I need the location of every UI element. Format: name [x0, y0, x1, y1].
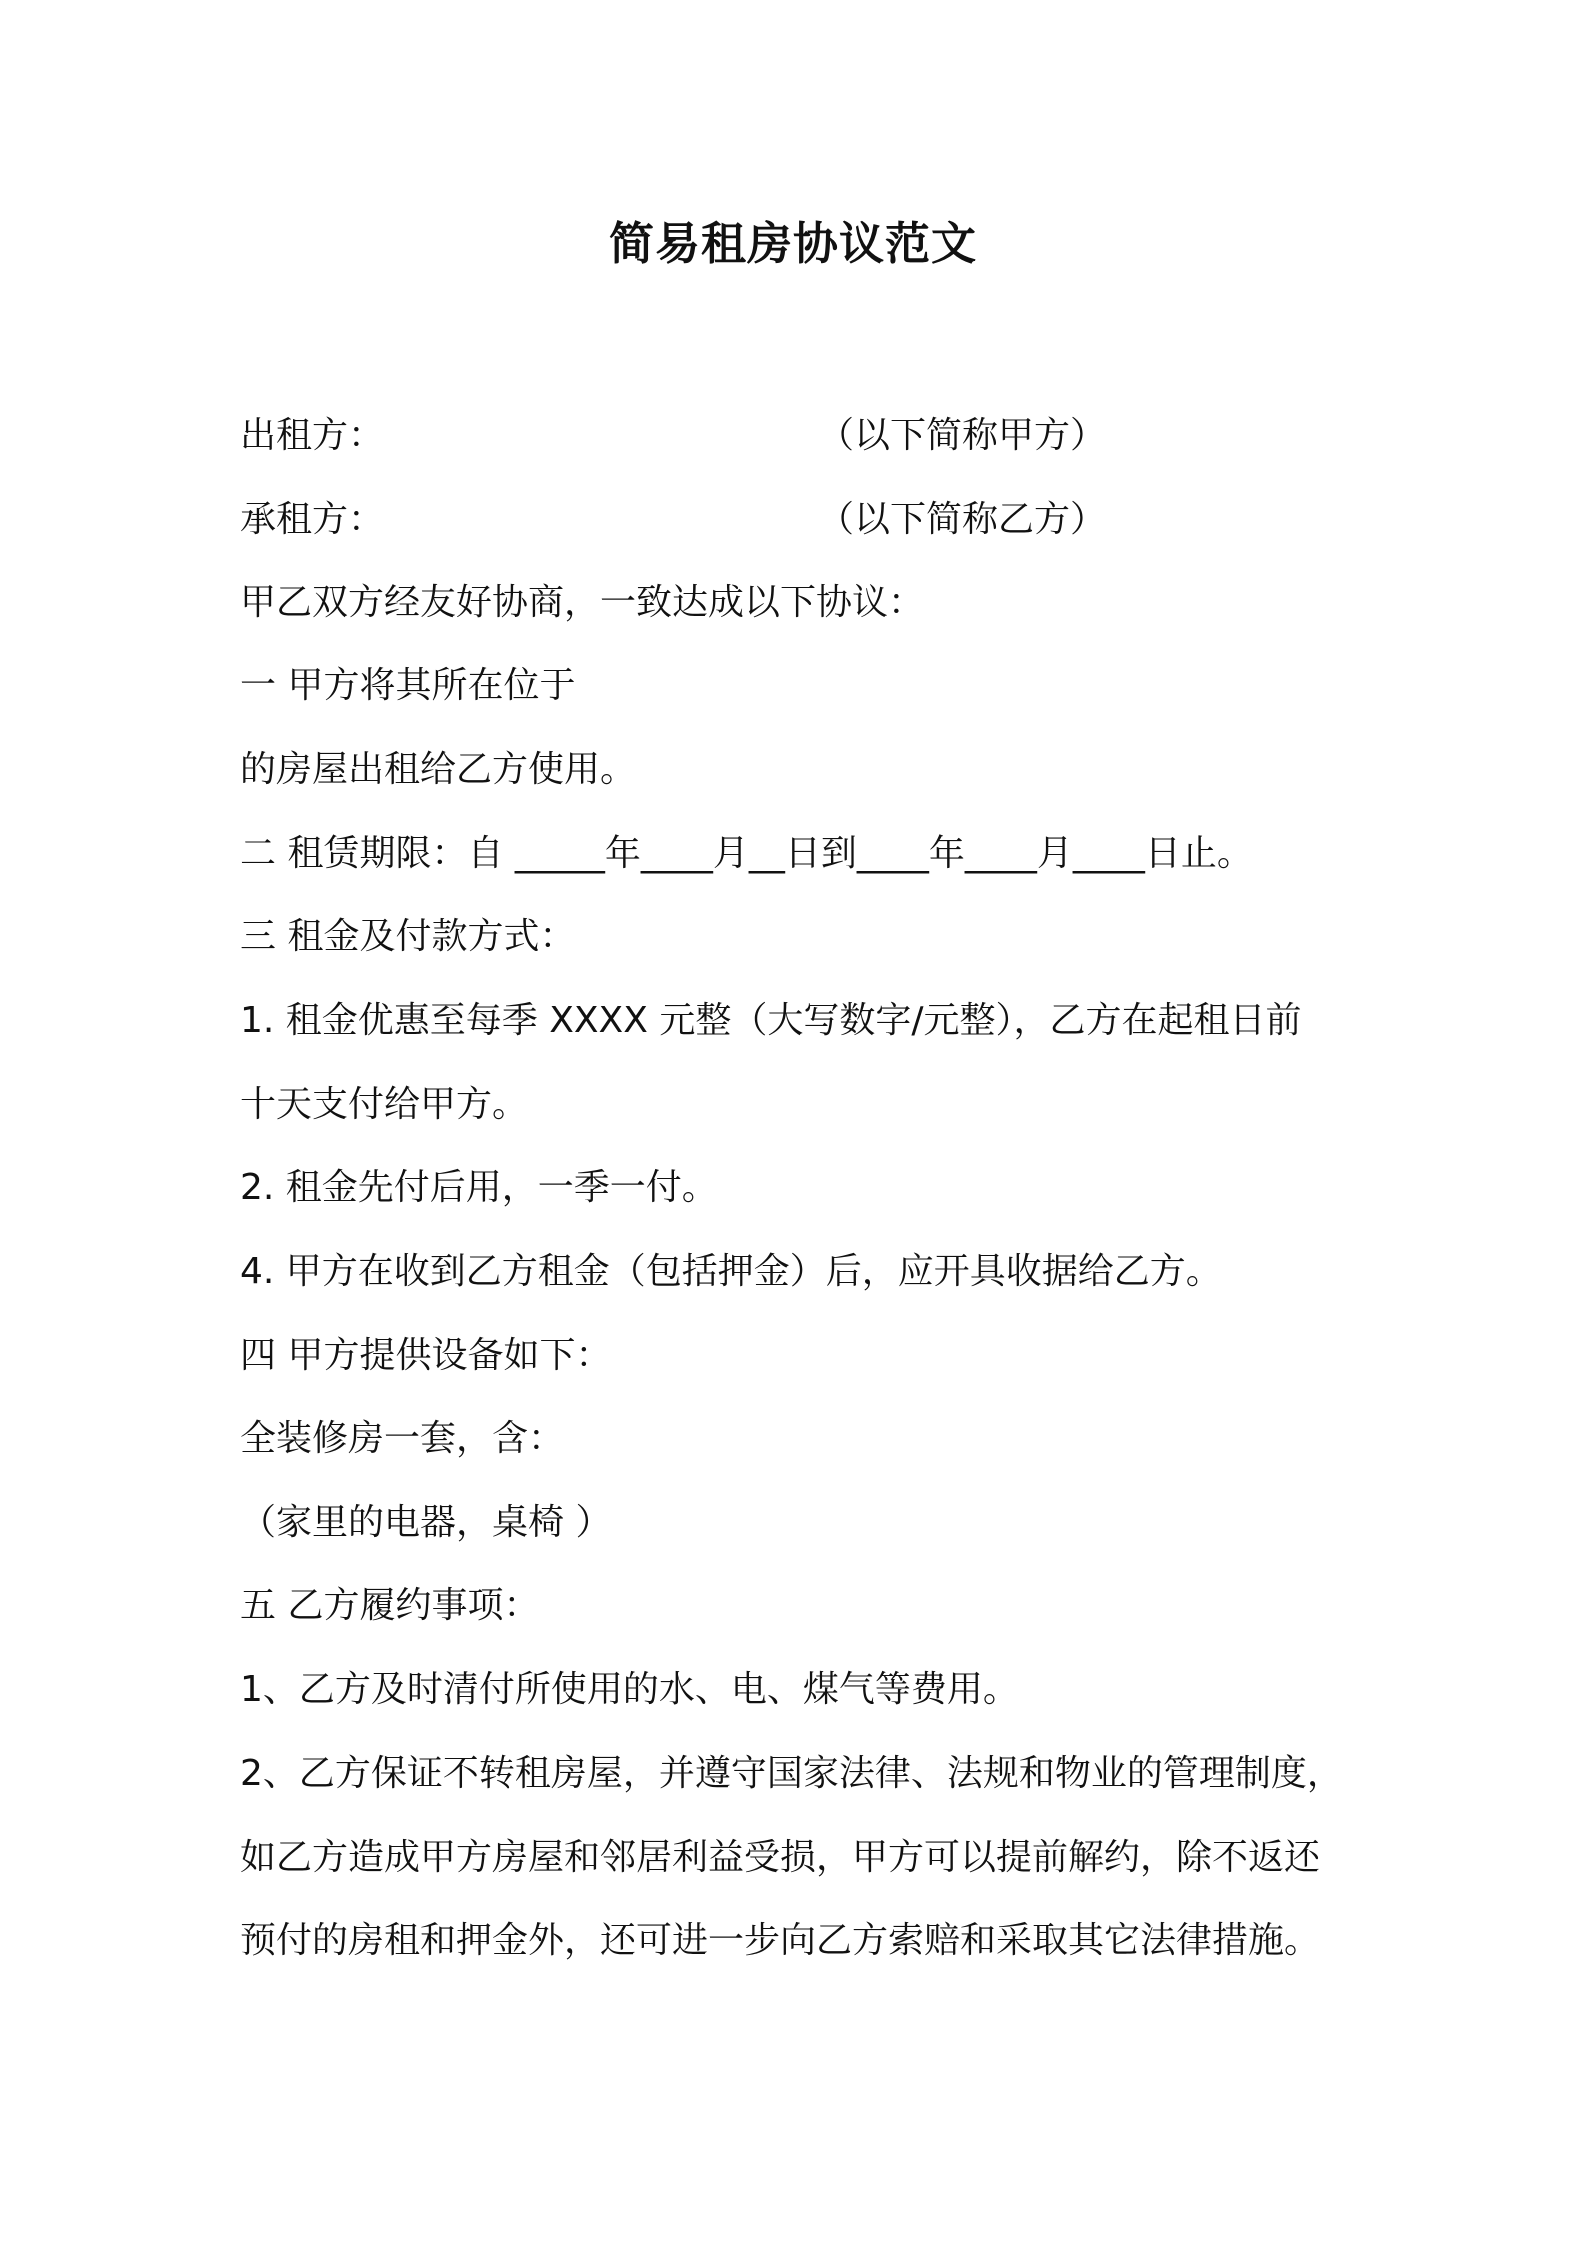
- lessor-note: （以下简称甲方）: [818, 415, 1107, 456]
- clause-4-detail: （家里的电器，桌椅 ）: [240, 1502, 612, 1543]
- lessee-note: （以下简称乙方）: [818, 499, 1107, 540]
- clause-3-heading: 三 租金及付款方式：: [240, 916, 576, 957]
- clause-2-line: 二 租赁期限：自 _____年____月__日到____年____月____日止。: [240, 833, 1253, 874]
- clause-5-item-2-continuation-1: 如乙方造成甲方房屋和邻居利益受损，甲方可以提前解约，除不返还: [240, 1837, 1321, 1878]
- lessee-label: 承租方：: [240, 499, 385, 540]
- clause-5-heading: 五 乙方履约事项：: [240, 1585, 540, 1626]
- clause-4-item: 全装修房一套，含：: [240, 1418, 565, 1459]
- clause-1-continuation: 的房屋出租给乙方使用。: [240, 749, 637, 790]
- clause-3-item-4: 4. 甲方在收到乙方租金（包括押金）后，应开具收据给乙方。: [240, 1251, 1222, 1292]
- clause-1-line: 一 甲方将其所在位于: [240, 665, 576, 706]
- clause-3-item-1: 1. 租金优惠至每季 XXXX 元整（大写数字/元整），乙方在起租日前: [240, 1000, 1302, 1041]
- clause-3-item-1-continuation: 十天支付给甲方。: [240, 1084, 529, 1125]
- clause-4-heading: 四 甲方提供设备如下：: [240, 1335, 612, 1376]
- clause-5-item-2-continuation-2: 预付的房租和押金外，还可进一步向乙方索赔和采取其它法律措施。: [240, 1920, 1321, 1961]
- document-title: 简易租房协议范文: [608, 217, 977, 270]
- intro-line: 甲乙双方经友好协商，一致达成以下协议：: [240, 582, 925, 623]
- lessor-label: 出租方：: [240, 415, 385, 456]
- clause-5-item-1: 1、乙方及时清付所使用的水、电、煤气等费用。: [240, 1669, 1019, 1710]
- lessee-line: [240, 494, 1107, 546]
- lessor-line: [240, 410, 1107, 462]
- clause-3-item-2: 2. 租金先付后用，一季一付。: [240, 1167, 718, 1208]
- clause-5-item-2: 2、乙方保证不转租房屋，并遵守国家法律、法规和物业的管理制度，: [240, 1753, 1343, 1794]
